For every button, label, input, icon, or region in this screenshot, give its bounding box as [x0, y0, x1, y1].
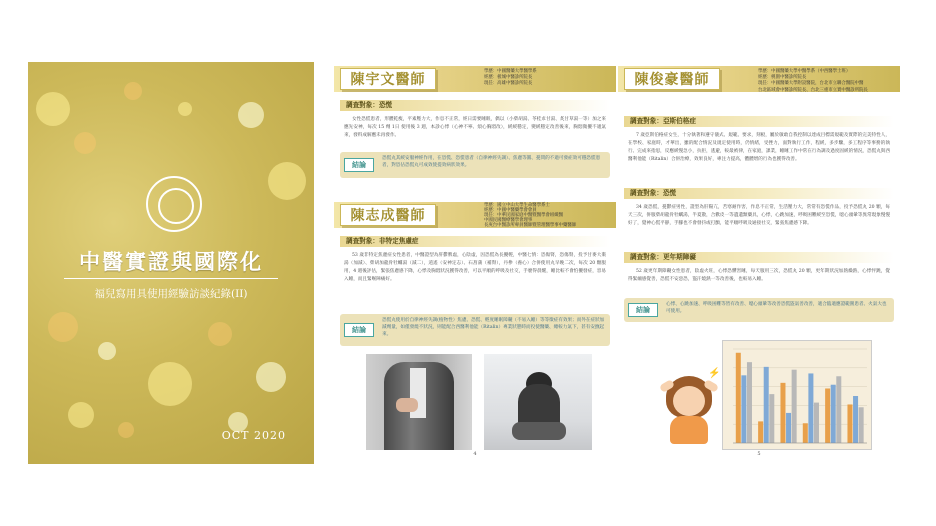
conclusion-badge: 結論	[344, 158, 374, 172]
doctor-name-box	[624, 68, 720, 90]
doctor-info-line: 台北區域會中醫診所院長、台北三重市立實中醫診所院長	[758, 87, 868, 93]
chart-bar	[741, 375, 746, 443]
survey-topic-bar	[340, 100, 610, 111]
title-divider	[64, 278, 278, 279]
survey-topic-bar	[624, 252, 894, 263]
bokeh-dot	[256, 362, 286, 392]
cover-title: 中醫實證與國際化	[79, 249, 263, 274]
doctor-info-line: 經歷：板城中醫診所院長	[484, 75, 533, 81]
survey-topic: 調查對象：亞斯伯格症	[630, 117, 696, 125]
conclusion-text: 恐慌丸使用於自律神經失調(植物性）焦慮、恐慌、輕度睡眠障礙（不易入睡）等等徵症有效果；而外在症狀加減劑量，如僅發燒不狀況，則能配合西醫利他能（Ritalin）專業狀態時而投使醫藥、總較力氣下，甚有安撫起來。	[382, 318, 605, 338]
conclusion-badge: 結論	[344, 323, 374, 337]
emblem-logo	[146, 176, 202, 232]
pain-zigzag-icon: ⚡	[708, 368, 721, 379]
chart-bar	[853, 396, 858, 443]
chart-bar	[825, 388, 830, 443]
brochure-cover	[28, 62, 314, 464]
case-paragraph: 52 歲更年期障礙女性患者，陰虛火旺，心悸恐懼害睡，每天服用三次，恐慌丸 20 顆，更年期狀況加熱燥熱，心悸怦跳，覺得緊繃感覺善，恐慌不安惡恐，盜汗燒熱一等改善後，也較易入睡。	[628, 269, 890, 282]
doctor-info	[484, 69, 612, 88]
doctor-info-line: 學歷：中國醫藥大學醫學系	[484, 69, 537, 74]
bokeh-dot	[238, 102, 264, 128]
case-paragraph: 34 歲恐慌，憂鬱症男性，證型為肝陽亢，苦寒耐作害，作息不正常，生活壓力大，常常有恐慌作品，投予恐慌丸 20 顆，每天三次，併服柴胡龍骨牡蠣湯，半夏散，合歡皮一等遺遺類藥具，心悸，心跳加速，呼吸困難緩至恐慌，噁心頭暈等異常現象慢慢好了，覺神心慌平靜，手腳也不會發抖或打顫，能平順呼吸及通接社交，緊張焦慮感下降。	[628, 205, 890, 226]
stressed-man-photo	[366, 354, 472, 450]
case-paragraph: 女性恐慌患者，形體乾瘦，平素壓力大，作息不正常，經日需要睡眠，偶以（小柴胡湯、苓桂朮甘湯、炙甘草湯一等）加之來應先安神，每次 15 劑 1日 使用後 3 週，本診心悸（心神不寧、煩心胸悶改），緩緩穩定，變緩穩定改善後來，胸悶微擾不適氣來，發料成解應未再發作。	[344, 117, 606, 138]
chart-bar	[764, 367, 769, 443]
chart-bar	[792, 370, 797, 443]
bokeh-dot	[36, 92, 70, 126]
chart-bar	[859, 407, 864, 443]
doctor-info-line: 經歷：中國中醫藥學會會員	[484, 208, 537, 213]
doctor-info-line: 現任：中國醫藥大學附設醫院，台北市立聯合醫院中醫	[758, 81, 864, 87]
doctor-name-box	[340, 204, 436, 226]
doctor-header-band	[618, 66, 900, 92]
bokeh-dot	[48, 312, 78, 342]
bokeh-dot	[208, 322, 232, 346]
survey-topic: 調查對象：非特定焦慮症	[346, 237, 419, 245]
case-paragraph: 53 歲非特定焦慮症女性患者，中醫證型為肝鬱脾虛，心陰虛，因恐慌為長擾輕，中醫七情：恐傷腎，恐傷腎，投予甘麥大棗湯（加減）、柴胡加龍骨牡蠣湯（減二），逍遙（安神定志）、石菖蒲（補腎），丹參（養心）合併使用丸早晚二次，每次 20 顆服用，4 週後評估，緊張焦慮感下降，心悸及胸悶狀況獲得改善，可以平順的呼吸及社交，手麼得晨醒，睡比較不會怕擾發症，容易入睡，而且緊喉陣痛好。	[344, 253, 606, 282]
doctor-info-line: 經歷：桃園中醫診所院長	[758, 75, 807, 81]
cover-date: OCT 2020	[221, 429, 286, 442]
doctor-info-line: 中國民國醫療醫學會理事	[484, 218, 533, 223]
bokeh-dot	[68, 402, 94, 428]
page-5	[618, 62, 900, 464]
bokeh-dot	[268, 162, 306, 200]
crouching-woman-photo	[484, 354, 592, 450]
page-number: 4	[473, 450, 477, 457]
chart-bar	[803, 423, 808, 443]
bokeh-dot	[118, 422, 134, 438]
chart-bar	[780, 383, 785, 443]
survey-topic: 調查對象：恐慌	[346, 101, 393, 109]
bokeh-dot	[148, 362, 192, 406]
legs-shape	[512, 422, 566, 440]
conclusion-text: 恐慌丸其緩安服神經作用，在恐慌、恐慌患者（自律神經失調）、焦慮等圓、憂問的不適可發症效可穩恐慌患者，對恐佔恐慌丸可成效使提效病狀效果。	[382, 156, 601, 169]
bokeh-dot	[74, 132, 96, 154]
doctor-name-box	[340, 68, 436, 90]
survey-topic-bar	[624, 188, 894, 199]
doctor-name: 陳志成醫師	[350, 208, 426, 224]
conclusion-badge: 結論	[628, 303, 658, 317]
survey-topic-bar	[624, 116, 894, 127]
page-4	[334, 62, 616, 464]
chart-bar	[786, 413, 791, 443]
hand-shape	[396, 398, 418, 412]
chart-bar	[836, 376, 841, 443]
bokeh-dot	[98, 342, 116, 360]
conclusion-box	[624, 298, 894, 322]
doctor-info	[484, 203, 612, 228]
bokeh-dot	[124, 82, 142, 100]
doctor-info	[758, 69, 896, 94]
doctor-header-band	[334, 202, 616, 228]
doctor-info-line: 現任：中華民國家庭中醫暨醫學會組織醫	[484, 213, 564, 218]
doctor-info-line: 現任：高雄中醫診所院長	[484, 81, 533, 87]
torso-shape	[670, 416, 708, 444]
page-number: 5	[757, 450, 761, 457]
conclusion-text: 心悸、心跳加速、呼吸困難等皆有改善、噁心頭暈等改善恐慌盜氣善改善，適合臨適應證範圍患者、火氣大也可使用。	[666, 302, 887, 315]
case-paragraph: 7 歲亞斯伯格症女生，十分執著和遵守儀式、規範、要求，刻板，屬於敏敢自我控制以達成目標需規範及實際的完美特性人，在學校、家庭時，才華出，雖的配合情況及規定使用時，仍情緒，受挫力，面對執行工作，程緩，多步驟，多工程序等事務的執行、完成來指思，反應緩慢急小，抗拒，逃避，較最被律，在家庭，課業，睡睡工作中常在行為調及過度固緩的情況，恐慌丸與西醫利他能（Ritalin）合併治療，效果良好，專注力提高，體體增的行為也獲得改善。	[628, 133, 890, 162]
headache-cartoon	[656, 370, 726, 446]
doctor-info-line: 學歷：中國醫藥大學中醫學系（中西醫學士班）	[758, 69, 851, 74]
chart-bar	[747, 362, 752, 443]
chart-bar	[847, 404, 852, 443]
survey-topic-bar	[340, 236, 610, 247]
chart-bar	[758, 421, 763, 443]
chart-bar	[769, 394, 774, 443]
face-shape	[673, 386, 705, 416]
chart-bar	[808, 373, 813, 443]
chart-bar	[814, 403, 819, 443]
doctor-name: 陳宇文醫師	[350, 72, 426, 88]
survey-topic: 調查對象：恐慌	[630, 189, 677, 197]
chart-canvas	[723, 341, 873, 451]
cover-subtitle: 福兒寫用具使用經驗訪談紀錄(II)	[94, 288, 248, 300]
conclusion-box	[340, 152, 610, 178]
doctor-name: 陳俊豪醫師	[634, 72, 710, 88]
bokeh-dot	[178, 102, 192, 116]
bar-chart	[722, 340, 872, 450]
conclusion-box	[340, 314, 610, 346]
survey-topic: 調查對象：更年期障礙	[630, 253, 696, 261]
doctor-info-line: 學歷：國立中山大學生命醫學系士	[484, 203, 550, 208]
doctor-header-band	[334, 66, 616, 92]
chart-bar	[831, 385, 836, 443]
chart-bar	[736, 353, 741, 443]
doctor-info-line: 長庚台中醫診所專員醫師暨管理醫學事中藥醫師	[484, 223, 577, 228]
